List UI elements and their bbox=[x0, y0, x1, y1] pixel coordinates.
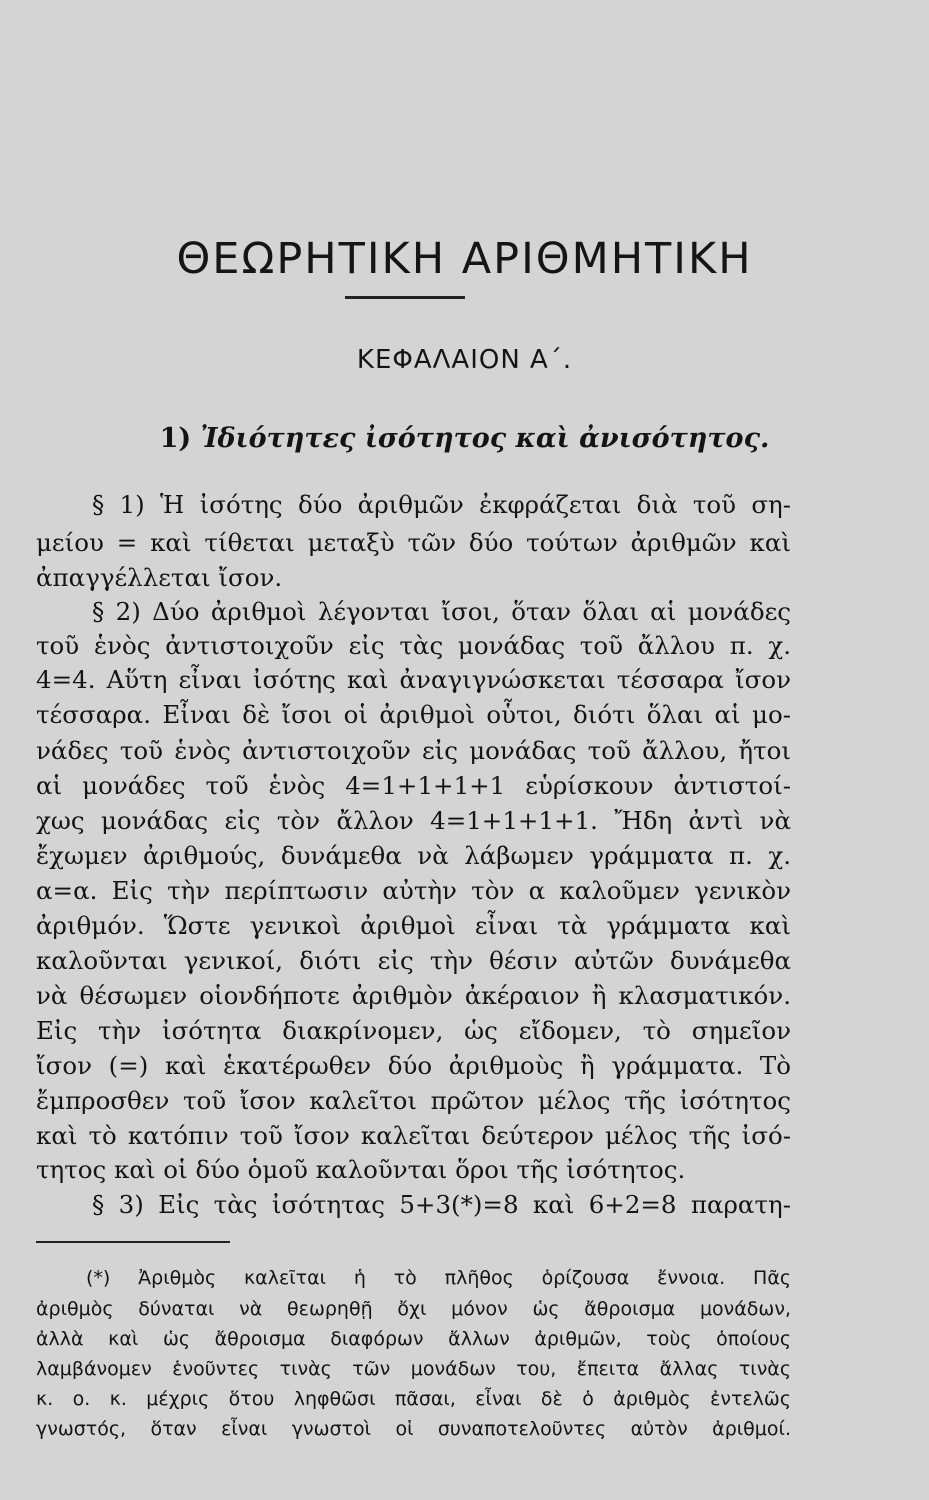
footnote-line: (*) Ἀριθμὸς καλεῖται ἡ τὸ πλῆθος ὁρίζουσα ἔννοια. Πᾶς bbox=[86, 1267, 791, 1289]
body-line: καὶ τὸ κατόπιν τοῦ ἴσον καλεῖται δεύτερον μέλος τῆς ἰσό- bbox=[36, 1121, 791, 1150]
footnote-rule bbox=[36, 1241, 230, 1243]
body-line: τοῦ ἑνὸς ἀντιστοιχοῦν εἰς τὰς μονάδας τοῦ ἄλλου π. χ. bbox=[36, 631, 791, 660]
body-line: ἔμπροσθεν τοῦ ἴσον καλεῖτοι πρῶτον μέλος τῆς ἰσότητος bbox=[36, 1086, 791, 1115]
body-line: αἱ μονάδες τοῦ ἑνὸς 4=1+1+1+1 εὑρίσκουν ἀντιστοί- bbox=[36, 771, 791, 800]
body-line: ἴσον (=) καὶ ἑκατέρωθεν δύο ἀριθμοὺς ἢ γράμματα. Τὸ bbox=[36, 1051, 791, 1080]
title-underline bbox=[345, 296, 465, 299]
body-line: α=α. Εἰς τὴν περίπτωσιν αὐτὴν τὸν α καλοῦμεν γενικὸν bbox=[36, 876, 791, 905]
page-title: ΘΕΩΡΗΤΙΚΗ ΑΡΙΘΜΗΤΙΚΗ bbox=[176, 234, 753, 284]
footnote-line: γνωστός, ὅταν εἶναι γνωστοὶ οἱ συναποτελοῦντες αὐτὸν ἀριθμοί. bbox=[36, 1418, 791, 1440]
body-line: τέσσαρα. Εἶναι δὲ ἴσοι οἱ ἀριθμοὶ οὗτοι, διότι ὅλαι αἱ μο- bbox=[36, 700, 791, 729]
section-number: 1) bbox=[159, 423, 192, 454]
body-line: § 1) Ἡ ἰσότης δύο ἀριθμῶν ἐκφράζεται διὰ τοῦ ση- bbox=[92, 490, 791, 519]
body-line: § 3) Εἰς τὰς ἰσότητας 5+3(*)=8 καὶ 6+2=8 παρατη- bbox=[92, 1190, 791, 1219]
body-line: 4=4. Αὕτη εἶναι ἰσότης καὶ ἀναγιγνώσκεται τέσσαρα ἴσον bbox=[36, 665, 791, 694]
body-line: χως μονάδας εἰς τὸν ἄλλον 4=1+1+1+1. Ἤδη ἀντὶ νὰ bbox=[36, 806, 791, 835]
body-line: ἀριθμόν. Ὥστε γενικοὶ ἀριθμοὶ εἶναι τὰ γράμματα καὶ bbox=[36, 911, 791, 940]
body-line: ἔχωμεν ἀριθμούς, δυνάμεθα νὰ λάβωμεν γράμματα π. χ. bbox=[36, 841, 791, 870]
body-line: μείου = καὶ τίθεται μεταξὺ τῶν δύο τούτων ἀριθμῶν καὶ bbox=[36, 528, 791, 557]
footnote-line: ἀλλὰ καὶ ὡς ἄθροισμα διαφόρων ἄλλων ἀριθμῶν, τοὺς ὁποίους bbox=[36, 1328, 791, 1350]
body-line: καλοῦνται γενικοί, διότι εἰς τὴν θέσιν αὐτῶν δυνάμεθα bbox=[36, 946, 791, 975]
section-title: Ἰδιότητες ἰσότητος καὶ ἀνισότητος. bbox=[200, 423, 770, 454]
body-line: τητος καὶ οἱ δύο ὁμοῦ καλοῦνται ὅροι τῆς ἰσότητος. bbox=[36, 1155, 686, 1184]
footnote-line: κ. ο. κ. μέχρις ὅτου ληφθῶσι πᾶσαι, εἶναι δὲ ὁ ἀριθμὸς ἐντελῶς bbox=[36, 1388, 791, 1410]
body-line: ἀπαγγέλλεται ἴσον. bbox=[36, 563, 283, 592]
footnote-line: λαμβάνομεν ἑνοῦντες τινὰς τῶν μονάδων του, ἔπειτα ἄλλας τινὰς bbox=[36, 1358, 791, 1380]
section-heading bbox=[0, 423, 929, 454]
body-line: Εἰς τὴν ἰσότητα διακρίνομεν, ὡς εἴδομεν, τὸ σημεῖον bbox=[36, 1016, 791, 1045]
body-line: νάδες τοῦ ἑνὸς ἀντιστοιχοῦν εἰς μονάδας τοῦ ἄλλου, ἤτοι bbox=[36, 736, 791, 765]
footnote-line: ἀριθμὸς δύναται νὰ θεωρηθῇ ὄχι μόνον ὡς ἄθροισμα μονάδων, bbox=[36, 1298, 791, 1320]
body-line: § 2) Δύο ἀριθμοὶ λέγονται ἴσοι, ὅταν ὅλαι αἱ μονάδες bbox=[92, 597, 791, 626]
body-line: νὰ θέσωμεν οἱονδήποτε ἀριθμὸν ἀκέραιον ἢ κλασματικόν. bbox=[36, 981, 791, 1010]
chapter-heading: ΚΕΦΑΛΑΙΟΝ Α΄. bbox=[356, 345, 573, 375]
